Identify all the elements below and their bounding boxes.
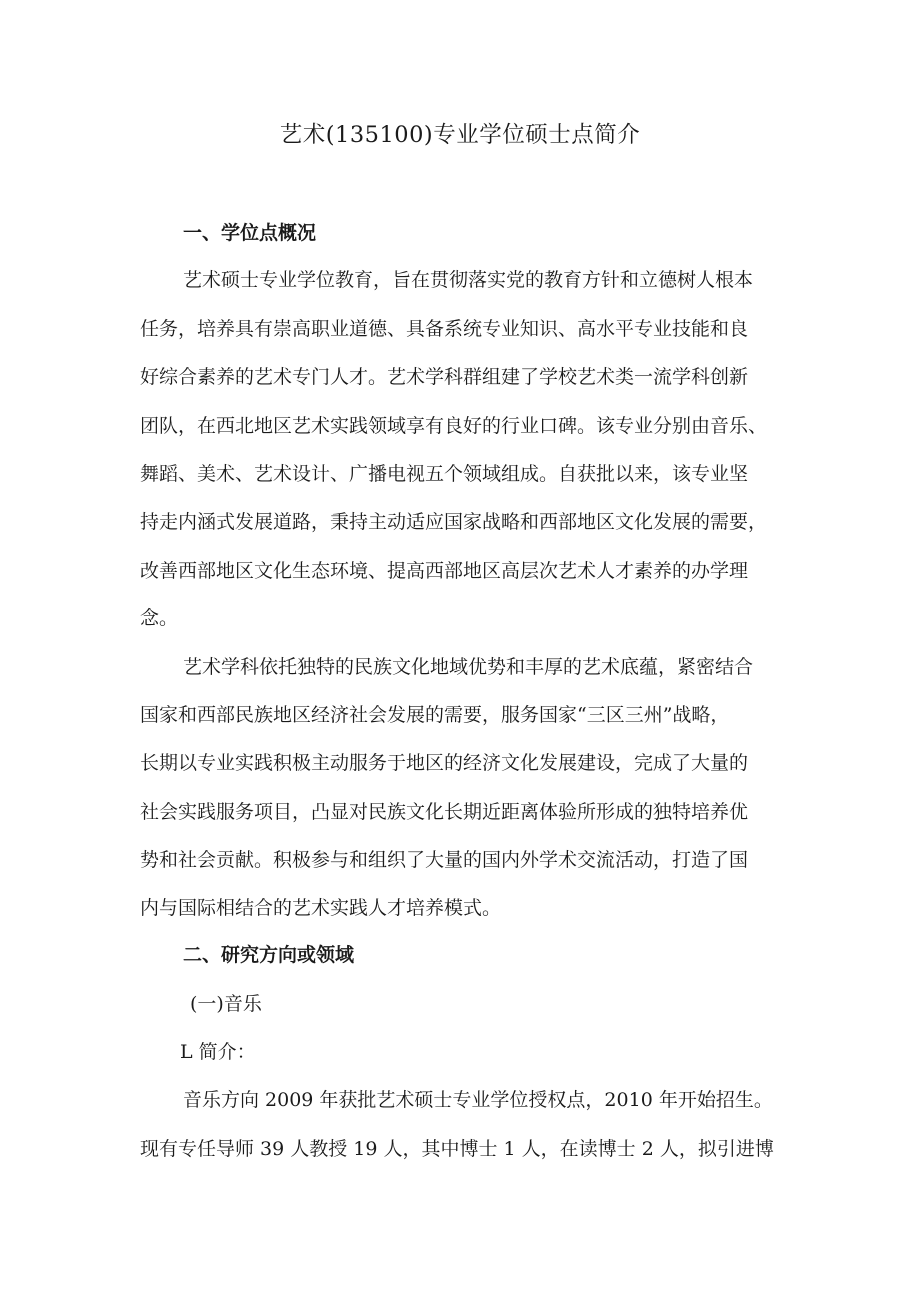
paragraph-line: 内与国际相结合的艺术实践人才培养模式。 [140, 897, 502, 919]
paragraph-line: 舞蹈、美术、艺术设计、广播电视五个领域组成。自获批以来，该专业坚 [140, 463, 749, 485]
paragraph-line: 团队，在西北地区艺术实践领域享有良好的行业口碑。该专业分别由音乐、 [140, 415, 768, 437]
document-title: 艺术(135100)专业学位硕士点简介 [279, 122, 641, 148]
paragraph-line: 音乐方向 2009 年获批艺术硕士专业学位授权点，2010 年开始招生。 [183, 1089, 773, 1111]
paragraph-line: 好综合素养的艺术专门人才。艺术学科群组建了学校艺术类一流学科创新 [140, 366, 749, 388]
paragraph-line: 国家和西部民族地区经济社会发展的需要，服务国家“三区三州”战略， [140, 704, 730, 726]
section-heading-directions: 二、研究方向或领域 [183, 944, 355, 966]
paragraph-line: 长期以专业实践积极主动服务于地区的经济文化发展建设，完成了大量的 [140, 752, 749, 774]
paragraph-line: 持走内涵式发展道路，秉持主动适应国家战略和西部地区文化发展的需要， [140, 511, 768, 533]
section-heading-overview: 一、学位点概况 [183, 222, 317, 244]
paragraph-line: 艺术学科依托独特的民族文化地域优势和丰厚的艺术底蕴，紧密结合 [183, 656, 754, 678]
paragraph-line: 现有专任导师 39 人教授 19 人，其中博士 1 人，在读博士 2 人，拟引进博 [140, 1138, 774, 1160]
subsection-music: (一)音乐 [190, 993, 262, 1015]
paragraph-line: 念。 [140, 607, 179, 629]
paragraph-line: 任务，培养具有崇高职业道德、具备系统专业知识、高水平专业技能和良 [140, 318, 749, 340]
intro-label: L 简介： [180, 1041, 256, 1063]
paragraph-line: 社会实践服务项目，凸显对民族文化长期近距离体验所形成的独特培养优 [140, 801, 749, 823]
paragraph-line: 艺术硕士专业学位教育，旨在贯彻落实党的教育方针和立德树人根本 [183, 269, 754, 291]
paragraph-line: 势和社会贡献。积极参与和组织了大量的国内外学术交流活动，打造了国 [140, 849, 749, 871]
paragraph-line: 改善西部地区文化生态环境、提高西部地区高层次艺术人才素养的办学理 [140, 560, 749, 582]
